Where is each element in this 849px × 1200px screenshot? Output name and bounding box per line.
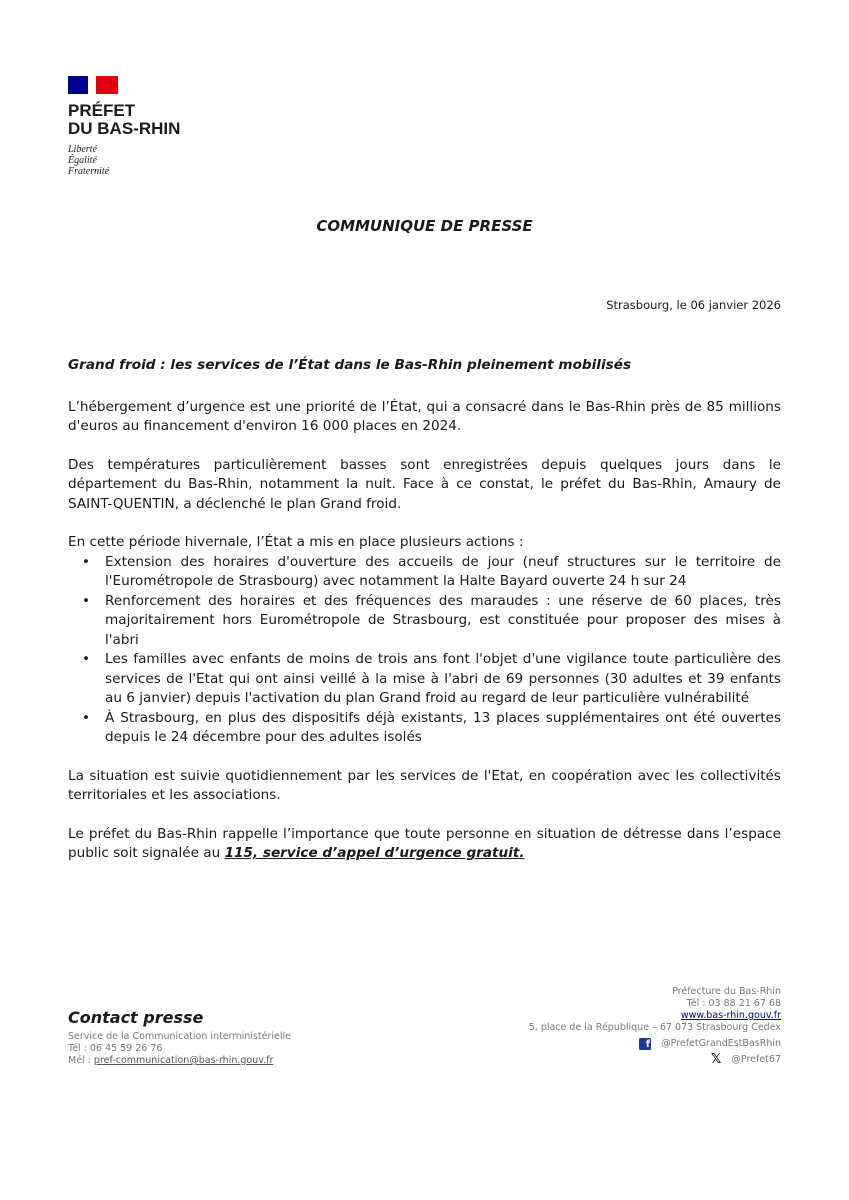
list-item: • Renforcement des horaires et des fréquences des maraudes : une réserve de 60 places, très majoritairement hors Eurométropole de Strasbourg, est constituée pour proposer des mises à l'abri	[105, 592, 781, 651]
press-release-body	[68, 356, 781, 883]
logo-text: PRÉFET DU BAS-RHIN	[68, 101, 181, 138]
actions-list	[68, 553, 781, 748]
prefecture-logo	[68, 76, 180, 177]
contact-email-link[interactable]: pref-communication@bas-rhin.gouv.fr	[93, 1055, 274, 1066]
list-item: • À Strasbourg, en plus des dispositifs déjà existants, 13 places supplémentaires ont été ouvertes depuis le 24 décembre pour des adultes isolés	[105, 709, 781, 748]
paragraph: Le préfet du Bas-Rhin rappelle l’importance que toute personne en situation de détresse dans l’espace public soit signalée au 115, service d’appel d’urgence gratuit.	[68, 825, 781, 861]
x-handle[interactable]: @Prefet67	[731, 1054, 781, 1065]
prefecture-info: Préfecture du Bas-Rhin Tél : 03 88 21 67 68 www.bas-rhin.gouv.fr 5, place de la République – 67 073 Strasbourg Cedex f @PrefetGrandEstBasRhin 𝕏 @Prefet67	[528, 986, 781, 1067]
list-item: • Les familles avec enfants de moins de trois ans font l'objet d'une vigilance toute particulière des services de l'Etat qui ont ainsi veillé à la mise à l'abri de 69 personnes (30 adultes et 39 enfants au 6 janvier) depuis l'activation du plan Grand froid au regard de leur particulière vulnérabilité	[105, 650, 781, 709]
paragraph: L’hébergement d’urgence est une priorité de l’État, qui a consacré dans le Bas-Rhin près de 85 millions d'euros au financement d'environ 16 000 places en 2024.	[68, 398, 781, 434]
contact-title: Contact presse	[68, 1008, 204, 1027]
document-title: COMMUNIQUE DE PRESSE	[316, 217, 533, 235]
motto: Liberté Égalité Fraternité	[68, 144, 110, 177]
paragraph: La situation est suivie quotidiennement par les services de l'Etat, en coopération avec les collectivités territoriales et les associations.	[68, 767, 781, 803]
paragraph: Des températures particulièrement basses sont enregistrées depuis quelques jours dans le département du Bas-Rhin, notamment la nuit. Face à ce constat, le préfet du Bas-Rhin, Amaury de SAINT-QUENTIN, a déclenché le plan Grand froid.	[68, 456, 781, 512]
press-contact: Contact presse Service de la Communication interministérielle Tél : 06 45 59 26 76 Mél : pref-communication@bas-rhin.gouv.fr	[68, 1008, 291, 1066]
date-line: Strasbourg, le 06 janvier 2026	[606, 298, 781, 312]
list-item: • Extension des horaires d'ouverture des accueils de jour (neuf structures sur le territoire de l'Eurométropole de Strasbourg) avec notamment la Halte Bayard ouverte 24 h sur 24	[105, 553, 781, 592]
emergency-number: 115, service d’appel d’urgence gratuit.	[224, 845, 525, 861]
headline: Grand froid : les services de l’État dans le Bas-Rhin pleinement mobilisés	[68, 357, 632, 373]
website-link[interactable]: www.bas-rhin.gouv.fr	[680, 1010, 781, 1021]
x-icon: 𝕏	[710, 1052, 722, 1067]
facebook-icon: f	[639, 1038, 651, 1050]
facebook-handle[interactable]: @PrefetGrandEstBasRhin	[661, 1038, 781, 1049]
paragraph: En cette période hivernale, l’État a mis en place plusieurs actions :	[68, 534, 524, 550]
marianne-flag-icon	[68, 76, 118, 94]
